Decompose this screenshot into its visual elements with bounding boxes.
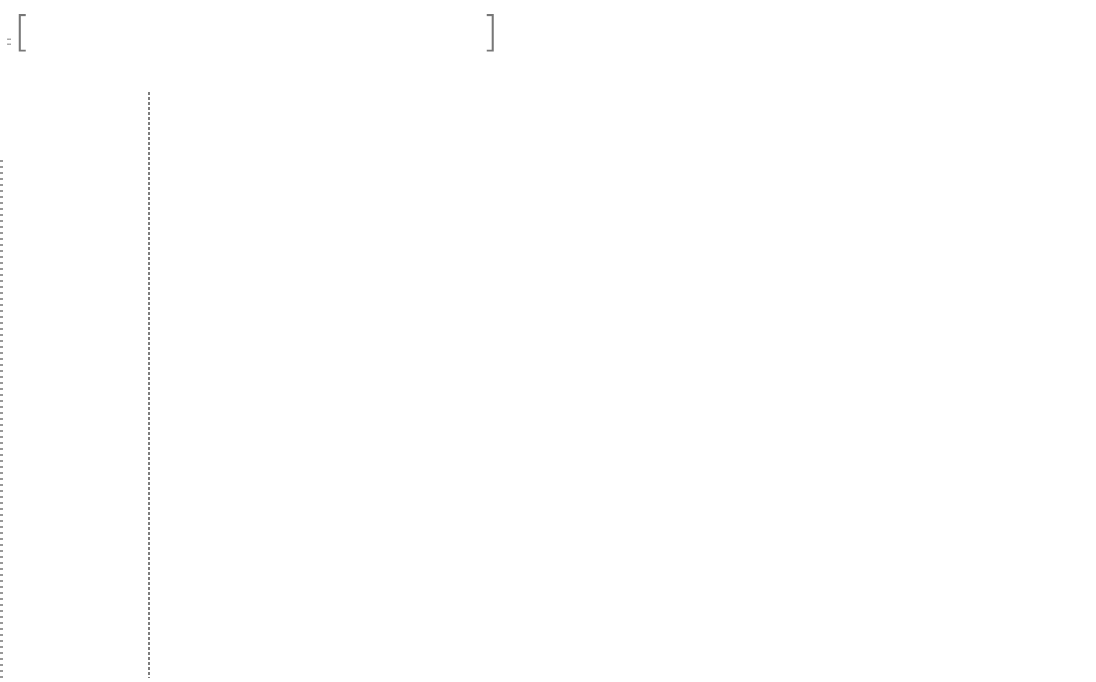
article-column-1	[30, 164, 378, 182]
article-line	[30, 164, 378, 182]
kicker-bracket-left: [	[14, 8, 31, 56]
kicker-dots: ::	[6, 34, 11, 48]
kicker-bracket-right: ]	[482, 7, 499, 56]
kicker	[6, 7, 499, 56]
scan-edge	[0, 160, 3, 680]
